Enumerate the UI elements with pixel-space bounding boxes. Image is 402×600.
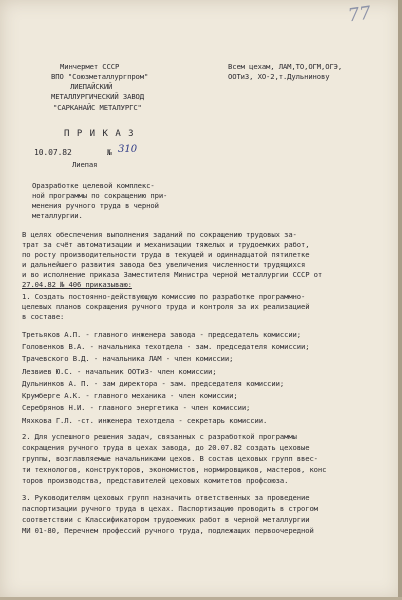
commission-member: Головенков В.А. - начальника техотдела - зам. председателя комиссии; bbox=[22, 342, 310, 351]
commission-member: Трачевского В.Д. - начальника ЛАМ - член комиссии; bbox=[22, 354, 234, 363]
body-line: и во исполнение приказа Заместителя Министра черной металлургии СССР от bbox=[22, 270, 323, 279]
recipients-line-1: Всем цехам, ЛАМ,ТО,ОГМ,ОГЭ, bbox=[228, 62, 343, 71]
body-line: целевых планов сокращения ручного труда и контроля за их реализацией bbox=[22, 302, 310, 311]
body-line: ти технологов, конструкторов, экономистов, нормировщиков, мастеров, конс bbox=[22, 465, 327, 474]
page-number-mark: 77 bbox=[346, 2, 373, 27]
body-line: 3. Руководителям цеховых групп назначить ответственных за проведение bbox=[22, 493, 310, 502]
plant-name-line: "САРКАНАЙС МЕТАЛУРГС" bbox=[53, 103, 142, 112]
body-line: 1. Создать постоянно-действующую комиссию по разработке программно- bbox=[22, 292, 306, 301]
subject-line-2: ной программы по сокращению при- bbox=[32, 191, 168, 200]
body-line: и дальнейшего развития завода без увеличения численности трудящихся bbox=[22, 260, 306, 269]
body-line: В целях обеспечения выполнения заданий по сокращению трудовых за- bbox=[22, 230, 297, 239]
order-city: Лиепая bbox=[72, 160, 98, 169]
city-org-line: ЛИЕПАЙСКИЙ bbox=[70, 82, 113, 91]
commission-member: Дульнинков А. П. - зам директора - зам. председателя комиссии; bbox=[22, 379, 285, 388]
body-line: торов производства, представителей цеховых комитетов профсоюза. bbox=[22, 476, 289, 485]
subject-line-1: Оразработке целевой комплекс- bbox=[32, 181, 155, 190]
subject-line-3: менения ручного труда в черной bbox=[32, 201, 159, 210]
ministry-line: Минчермет СССР bbox=[60, 62, 120, 71]
order-date: 10.07.82 bbox=[34, 148, 72, 157]
body-line: по росту производительности труда в текущей и одиннадцатой пятилетке bbox=[22, 250, 310, 259]
body-line: паспортизации ручного труда в цехах. Паспортизацию проводить в строгом bbox=[22, 504, 318, 513]
body-line: 2. Для успешного решения задач, связанных с разработкой программы bbox=[22, 432, 297, 441]
body-line: МИ 01-80, Перечнем профессий ручного труда, подлежащих первоочередной bbox=[22, 526, 314, 535]
commission-member: Мяхкова Г.Л. -ст. инженера техотдела - секретарь комиссии. bbox=[22, 416, 268, 425]
page-edge bbox=[398, 0, 402, 600]
body-line: соответствии с Классификатором трудоемких работ в черной металлургии bbox=[22, 515, 310, 524]
body-line: группы, возглавляемые начальниками цехов. В состав цеховых групп ввес- bbox=[22, 454, 318, 463]
commission-member: Третьяков А.П. - главного инженера завода - председатель комиссии; bbox=[22, 330, 301, 339]
commission-member: Серебрянов Н.И. - главного энергетика - член комиссии; bbox=[22, 403, 251, 412]
body-line: трат за счёт автоматизации и механизации тяжелых и трудоемких работ, bbox=[22, 240, 310, 249]
association-line: ВПО "Союзметаллургпром" bbox=[51, 72, 149, 81]
subject-line-4: металлургии. bbox=[32, 211, 83, 220]
recipients-line-2: ООТиЗ, ХО-2,т.Дульнинову bbox=[228, 72, 330, 81]
order-title: П Р И К А З bbox=[64, 129, 135, 139]
body-line: в составе: bbox=[22, 312, 65, 321]
commission-member: Крумберге А.К. - главного механика - член комиссии; bbox=[22, 391, 238, 400]
commission-member: Лезвиев Ю.С. - начальник ООТиЗ- член комиссии; bbox=[22, 367, 217, 376]
body-line: сокращения ручного труда в цехах завода, до 20.07.82 создать цеховые bbox=[22, 443, 310, 452]
order-number-sign: № bbox=[107, 148, 112, 157]
body-line-command: 27.04.82 № 406 приказываю: bbox=[22, 280, 132, 289]
order-number-handwritten: 310 bbox=[118, 144, 138, 155]
plant-line: МЕТАЛЛУРГИЧЕСКИЙ ЗАВОД bbox=[51, 92, 144, 101]
